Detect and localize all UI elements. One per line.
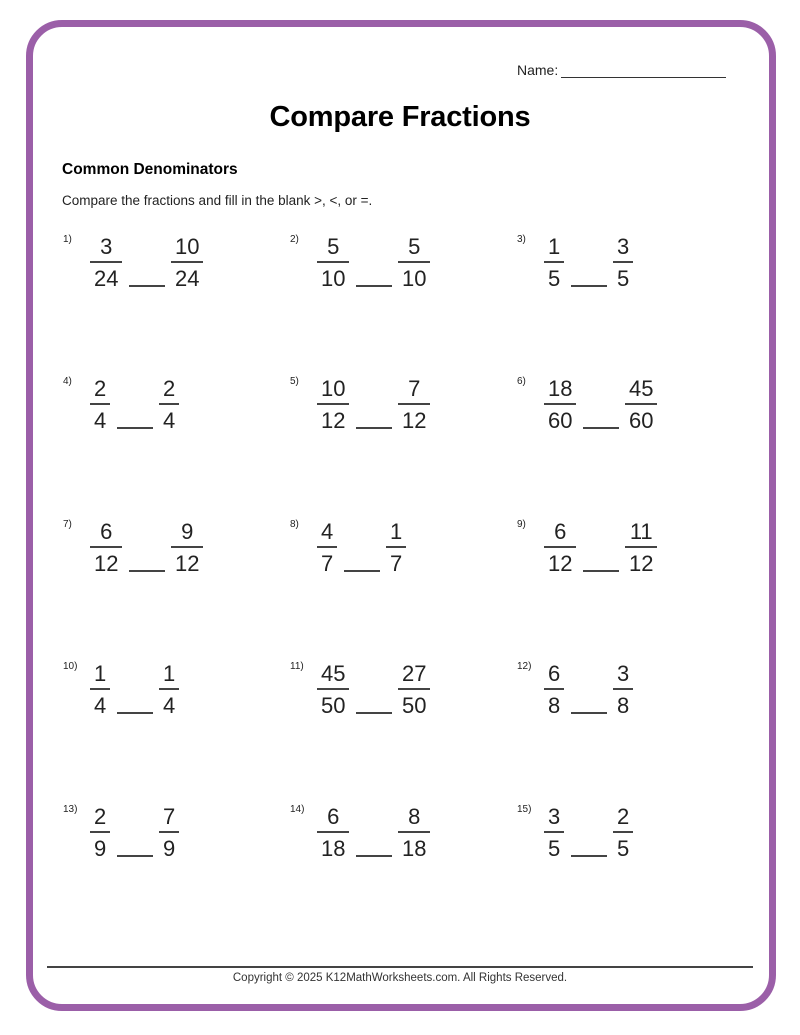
- footer-divider: [47, 966, 753, 968]
- answer-blank[interactable]: [356, 855, 392, 857]
- right-fraction: [613, 661, 633, 719]
- problem-number: 10): [63, 661, 78, 672]
- answer-blank[interactable]: [117, 855, 153, 857]
- denominator: 4: [94, 693, 107, 718]
- answer-blank[interactable]: [571, 855, 607, 857]
- left-fraction: [90, 519, 122, 577]
- fraction-bar: [317, 831, 349, 833]
- denominator: 5: [617, 836, 630, 861]
- right-fraction: [625, 519, 657, 577]
- fraction-bar: [398, 403, 430, 405]
- fraction-bar: [90, 688, 110, 690]
- answer-blank[interactable]: [344, 570, 380, 572]
- left-fraction: [317, 661, 349, 719]
- left-fraction: [544, 519, 576, 577]
- fraction-bar: [317, 688, 349, 690]
- left-fraction: [90, 376, 110, 434]
- right-fraction: [398, 234, 430, 292]
- problem-number: 6): [517, 376, 526, 387]
- numerator: 1: [94, 661, 107, 686]
- numerator: 6: [100, 519, 113, 544]
- fraction-bar: [398, 831, 430, 833]
- fraction-bar: [625, 546, 657, 548]
- denominator: 24: [94, 266, 119, 291]
- problem-number: 7): [63, 519, 72, 530]
- problem-number: 14): [290, 804, 305, 815]
- fraction-bar: [317, 403, 349, 405]
- denominator: 5: [617, 266, 630, 291]
- answer-blank[interactable]: [356, 712, 392, 714]
- left-fraction: [317, 376, 349, 434]
- denominator: 10: [402, 266, 427, 291]
- section-heading: Common Denominators: [62, 161, 238, 178]
- numerator: 1: [390, 519, 403, 544]
- right-fraction: [159, 376, 179, 434]
- numerator: 6: [548, 661, 561, 686]
- fraction-bar: [317, 546, 337, 548]
- right-fraction: [386, 519, 406, 577]
- fraction-bar: [398, 688, 430, 690]
- denominator: 10: [321, 266, 346, 291]
- fraction-bar: [544, 261, 564, 263]
- name-input-line[interactable]: [561, 63, 726, 78]
- answer-blank[interactable]: [571, 712, 607, 714]
- problem-number: 8): [290, 519, 299, 530]
- denominator: 9: [163, 836, 176, 861]
- denominator: 12: [402, 408, 427, 433]
- denominator: 18: [402, 836, 427, 861]
- fraction-bar: [613, 831, 633, 833]
- denominator: 24: [175, 266, 200, 291]
- denominator: 12: [321, 408, 346, 433]
- right-fraction: [398, 804, 430, 862]
- problem-number: 13): [63, 804, 78, 815]
- fraction-bar: [159, 403, 179, 405]
- left-fraction: [90, 804, 110, 862]
- left-fraction: [544, 804, 564, 862]
- numerator: 5: [408, 234, 421, 259]
- numerator: 2: [617, 804, 630, 829]
- denominator: 50: [321, 693, 346, 718]
- right-fraction: [171, 234, 203, 292]
- fraction-bar: [90, 403, 110, 405]
- numerator: 11: [629, 519, 653, 544]
- fraction-bar: [544, 688, 564, 690]
- numerator: 2: [94, 804, 107, 829]
- denominator: 60: [548, 408, 573, 433]
- instructions: Compare the fractions and fill in the blank >, <, or =.: [62, 193, 373, 208]
- fraction-bar: [90, 546, 122, 548]
- left-fraction: [317, 804, 349, 862]
- name-label: Name:: [517, 62, 559, 78]
- denominator: 8: [617, 693, 630, 718]
- right-fraction: [159, 804, 179, 862]
- left-fraction: [544, 234, 564, 292]
- copyright-text: Copyright © 2025 K12MathWorksheets.com. All Rights Reserved.: [232, 972, 568, 984]
- numerator: 45: [321, 661, 346, 686]
- answer-blank[interactable]: [117, 712, 153, 714]
- fraction-bar: [544, 546, 576, 548]
- problem-number: 12): [517, 661, 532, 672]
- problem-number: 11): [290, 661, 304, 672]
- denominator: 18: [321, 836, 346, 861]
- numerator: 7: [163, 804, 176, 829]
- denominator: 12: [629, 551, 654, 576]
- problem-number: 3): [517, 234, 526, 245]
- problem-number: 5): [290, 376, 299, 387]
- left-fraction: [90, 234, 122, 292]
- numerator: 2: [94, 376, 107, 401]
- problem-number: 4): [63, 376, 72, 387]
- fraction-bar: [613, 688, 633, 690]
- numerator: 8: [408, 804, 421, 829]
- fraction-bar: [317, 261, 349, 263]
- left-fraction: [544, 376, 576, 434]
- numerator: 10: [321, 376, 346, 401]
- right-fraction: [398, 376, 430, 434]
- denominator: 12: [548, 551, 573, 576]
- fraction-bar: [171, 546, 203, 548]
- numerator: 27: [402, 661, 427, 686]
- left-fraction: [317, 519, 337, 577]
- answer-blank[interactable]: [583, 427, 619, 429]
- denominator: 4: [163, 408, 176, 433]
- right-fraction: [613, 234, 633, 292]
- numerator: 10: [175, 234, 200, 259]
- left-fraction: [544, 661, 564, 719]
- fraction-bar: [90, 261, 122, 263]
- fraction-bar: [159, 688, 179, 690]
- denominator: 8: [548, 693, 561, 718]
- numerator: 3: [100, 234, 113, 259]
- fraction-bar: [171, 261, 203, 263]
- answer-blank[interactable]: [117, 427, 153, 429]
- right-fraction: [625, 376, 657, 434]
- problem-number: 15): [517, 804, 532, 815]
- fraction-bar: [159, 831, 179, 833]
- numerator: 6: [327, 804, 340, 829]
- numerator: 1: [548, 234, 561, 259]
- numerator: 5: [327, 234, 340, 259]
- answer-blank[interactable]: [583, 570, 619, 572]
- left-fraction: [317, 234, 349, 292]
- problem-number: 9): [517, 519, 526, 530]
- fraction-bar: [613, 261, 633, 263]
- numerator: 3: [617, 661, 630, 686]
- denominator: 7: [390, 551, 403, 576]
- left-fraction: [90, 661, 110, 719]
- numerator: 7: [408, 376, 421, 401]
- denominator: 7: [321, 551, 334, 576]
- fraction-bar: [625, 403, 657, 405]
- numerator: 3: [548, 804, 561, 829]
- answer-blank[interactable]: [571, 285, 607, 287]
- numerator: 4: [321, 519, 334, 544]
- denominator: 60: [629, 408, 654, 433]
- answer-blank[interactable]: [356, 285, 392, 287]
- answer-blank[interactable]: [129, 285, 165, 287]
- denominator: 4: [163, 693, 176, 718]
- denominator: 5: [548, 266, 561, 291]
- problem-number: 1): [63, 234, 72, 245]
- numerator: 2: [163, 376, 176, 401]
- right-fraction: [613, 804, 633, 862]
- fraction-bar: [544, 403, 576, 405]
- problem-number: 2): [290, 234, 299, 245]
- denominator: 12: [175, 551, 200, 576]
- numerator: 45: [629, 376, 654, 401]
- fraction-bar: [398, 261, 430, 263]
- fraction-bar: [386, 546, 406, 548]
- numerator: 18: [548, 376, 573, 401]
- right-fraction: [171, 519, 203, 577]
- denominator: 9: [94, 836, 107, 861]
- right-fraction: [159, 661, 179, 719]
- denominator: 4: [94, 408, 107, 433]
- numerator: 3: [617, 234, 630, 259]
- denominator: 5: [548, 836, 561, 861]
- numerator: 1: [163, 661, 176, 686]
- denominator: 12: [94, 551, 119, 576]
- denominator: 50: [402, 693, 427, 718]
- answer-blank[interactable]: [356, 427, 392, 429]
- name-field[interactable]: [517, 62, 726, 78]
- numerator: 6: [554, 519, 567, 544]
- numerator: 9: [181, 519, 194, 544]
- page-title: Compare Fractions: [269, 101, 531, 133]
- fraction-bar: [90, 831, 110, 833]
- right-fraction: [398, 661, 430, 719]
- fraction-bar: [544, 831, 564, 833]
- answer-blank[interactable]: [129, 570, 165, 572]
